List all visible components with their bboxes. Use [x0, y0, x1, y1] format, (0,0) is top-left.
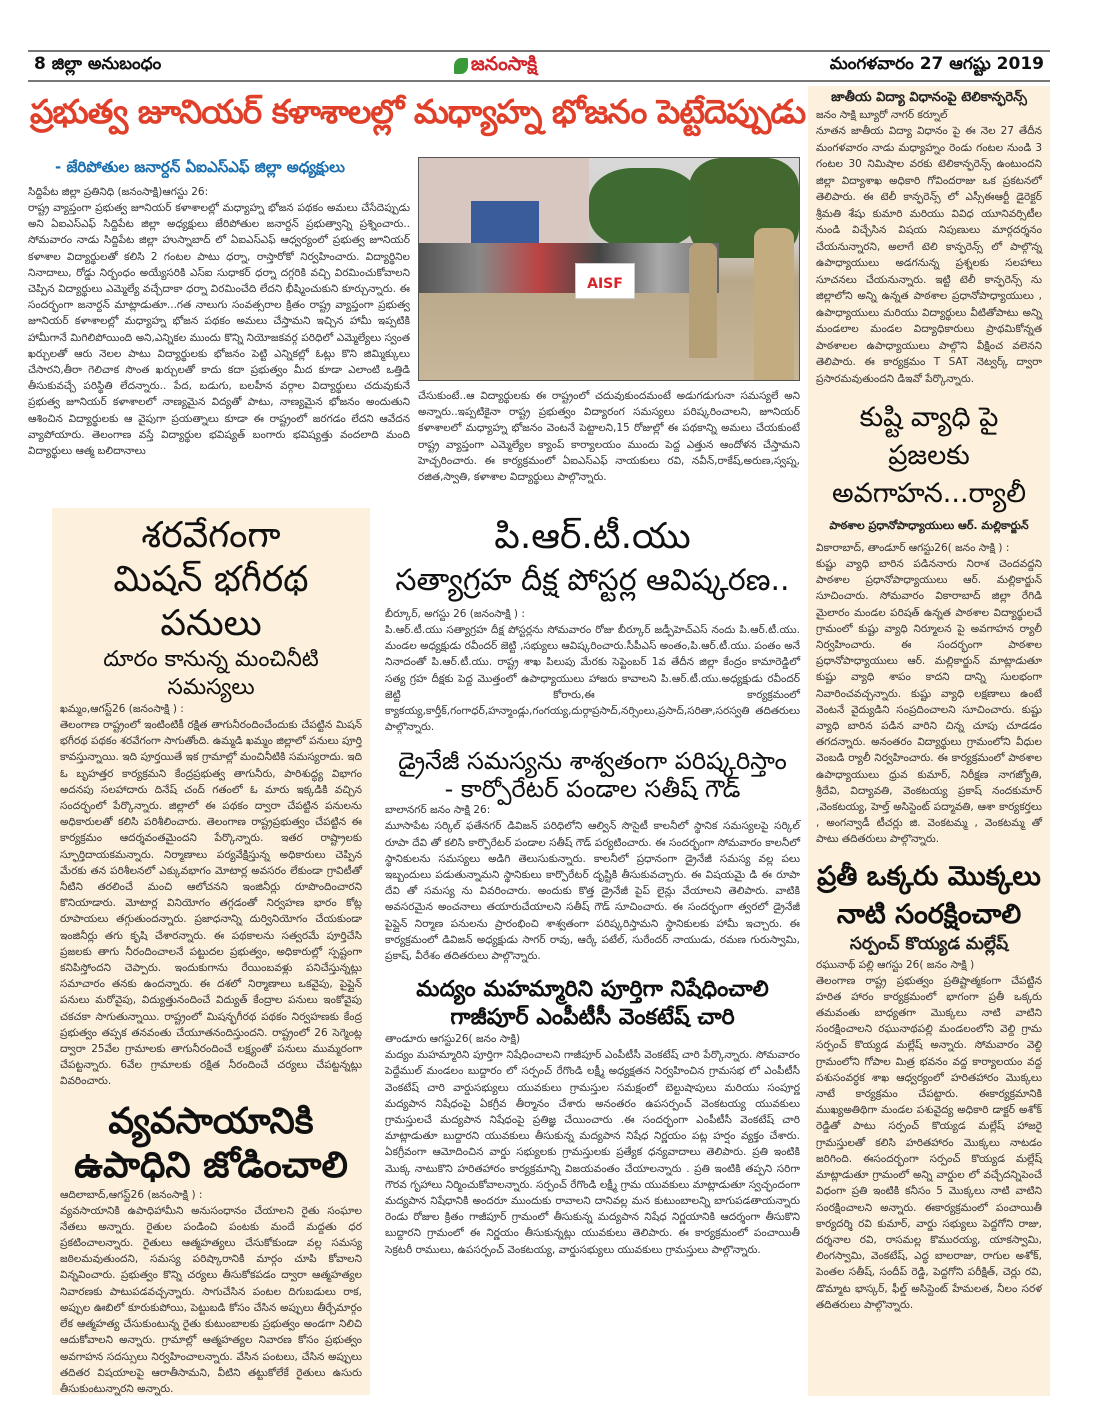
mid3-headline-line2: గాజీపూర్ ఎంపీటీసీ వెంకటేష్ చారి [450, 1005, 735, 1031]
mid3-dateline: తాండూరు ఆగస్టు26( జనం సాక్షి) [385, 1033, 521, 1046]
mid2-headline-line2: - కార్పోరేటర్ పండాల సతీష్ గౌడ్ [444, 775, 741, 804]
sidebar2-dateline: వికారాబాద్, తాండూర్ ఆగస్టు26( జనం సాక్షి ) : [816, 542, 1010, 554]
left1-body: తెలంగాణ రాష్ట్రంలో ఇంటింటికీ రక్షిత తాగునీరందించేందుకు చేపట్టిన మిషన్ భగీరథ పథకం శరవేగంగా సాగుతోంది. ఉమ్మడి ఖమ్మం జిల్లాలో పనులు పూర్తి కావస్తున్నాయి. ఇది పూర్తయితే ఇక గ్రామాల్లో మంచినీటికి సమస్యరాదు. ఇది ఓ బృహత్తర కార్యక్రమని కేంద్రప్రభుత్వ తాగునీరు, పారిశుద్ధ్య విభాగం అదనపు సలహాదారు దినేష్ చంద్ గతంలో ఓ మారు ఇక్కడికి వచ్చిన సందర్భంలో పేర్కొన్నారు. జిల్లాలో ఈ పథకం ద్వారా చేపట్టిన పనులను అధికారులతో కలిసి పరిశీలించారు. తెలంగాణ రాష్ట్రప్రభుత్వం చేపట్టిన ఈ కార్యక్రమం ఆదర్శవంతమైందని పేర్కొన్నారు. ఇతర రాష్ట్రాలకు స్ఫూర్తిదాయకమన్నారు. నిర్మాణాలు పర్యవేక్షిస్తున్న అధికారులు చెప్పిన మేరకు తన పరిశీలనలో ఎక్కువభాగం మోటార్ల అవసరం లేకుండా గ్రావిటీతో నీటిని తరలించే మంచి ఆలోచనని ఇంజినీర్లు రూపొందించారని కొనియాడారు. మోటార్ల వినియోగం తగ్గడంతో నిర్వహణ భారం కోట్ల రూపాయలు తగ్గుతుందన్నారు. ప్రజాధనాన్ని దుర్వినియోగం చేయకుండా ఇంజినీర్లు తగు కృషి చేశారన్నారు. ఈ పథకాలను సత్వరమే పూర్తిచేసి ప్రజలకు తాగు నీరందించాలనే పట్టుదల ప్రభుత్వం, అధికారుల్లో స్పష్టంగా కనిపిస్తోందని చెప్పారు. ఇందుకుగాను రేయింబవళ్లు పనిచేస్తున్నట్లు సమాచారం తనకు ఉందన్నారు. ఈ దశలో నిర్మాణాలు ఒకవైపు, పైప్లైన్ పనులు మరోవైపు, విద్యుత్తునందించే విద్యుత్ కేంద్రాల పనులు ఇంకోవైపు చకచకా సాగుతున్నాయి. రాష్ట్రంలో మిషన్భగీరథ పథకం నిర్వహణకు కేంద్ర ప్రభుత్వం తప్పక తనవంతు చేయూతనందిస్తుందని. రాష్ట్రంలో 26 సెగ్మెంట్ల ద్వారా 25వేల గ్రామాలకు తాగునీరందించే లక్ష్యంతో పనులు ముమ్మరంగా చేపట్టన్నారు. 6వేల గ్రామాలకు రక్షిత నీరందించే చర్యలు చేపట్టన్నట్లు వివరించారు. [60, 719, 362, 1088]
lead-article [28, 185, 410, 459]
sidebar2-headline: కుష్టి వ్యాధి పై ప్రజలకు అవగాహన...ర్యాలీ [831, 402, 1027, 509]
left-column [52, 508, 370, 1395]
sidebar1-body: నూతన జాతీయ విద్యా విధానం పై ఈ నెల 27 తేదీన మంగళవారం నాడు మధ్యాహ్నం రెండు గంటల నుండి 3 గంటల 30 నిమిషాల వరకు టెలికాన్ఫరెన్స్ ఉంటుందని జిల్లా విద్యాశాఖ అధికారి గోవిందరాజు ఒక ప్రకటనలో తెలిపారు. ఈ టెలీ కాన్ఫరెన్స్ లో ఎస్సీఈఆర్టీ డైరెక్టర్ శ్రీమతి శేషు కుమారి మరియు వివిధ యూనివర్సిటీల నుండి విచ్చేసిన విషయ నిపుణులు మార్గదర్శనం చేయనున్నారని, అలాగే టెలి కాన్ఫరెన్స్ లో పాల్గొన్న ఉపాధ్యాయులు అడగనున్న ప్రశ్నలకు సలహాలు సూచనలు చేయనున్నారు. ఇట్టి టెలీ కాన్ఫరెన్స్ ను జిల్లాలోని అన్ని ఉన్నత పాఠశాల ప్రధానోపాధ్యాయులు , ఉపాధ్యాయులు మరియు విద్యార్థులు వీటితోపాటు అన్ని మండలాల మండల విద్యాధికారులు ప్రాథమికోన్నత పాఠశాలల ఉపాధ్యాయులు పాల్గొని వీక్షించ వలెనని తెలిపారు. ఈ కార్యక్రమం T SAT నెట్వర్క్ ద్వారా ప్రసారమవుతుందని డిఇవో పేర్కొన్నారు. [816, 125, 1042, 385]
lead-headline: ప్రభుత్వ జూనియర్ కళాశాలల్లో మధ్యాహ్న భోజనం పెట్టేదెప్పుడు [30, 92, 806, 131]
sidebar3-body: తెలంగాణ రాష్ట్ర ప్రభుత్వం ప్రతిష్టాత్మకంగా చేపట్టిన హరిత హారం కార్యక్రమంలో భాగంగా ప్రతీ ఒక్కరు తమవంతు బాధ్యతగా మొక్కలు నాటి వాటిని సంరక్షించాలని రఘునాథపల్లి మండలంలోని వెల్ది గ్రామ సర్పంచ్ కొయ్యడ మల్లేష్ అన్నారు. సోమవారం వెల్ది గ్రామంలోని గోపాల మిత్ర భవనం వద్ద కార్యాలయం వద్ద పశుసంవర్ధక శాఖ ఆధ్వర్యంలో హరితహారం మొక్కలు నాటే కార్యక్రమం చేపట్టారు. ఈకార్యక్రమానికి ముఖ్యఅతిథిగా మండల పశువైద్య అధికారి డాక్టర్ అశోక్ రెడ్డితో పాటు సర్పంచ్ కొయ్యడ మల్లేష్ హాజరై గ్రామస్తులతో కలిసి హరితహారం మొక్కలు నాటడం జరిగింది. ఈసందర్భంగా సర్పంచ్ కొయ్యడ మల్లేష్ మాట్లాడుతూ గ్రామంలో అన్ని వార్డుల లో వచ్చేదన్నిపెంచే విధంగా ప్రతి ఇంటికి కనీసం 5 మొక్కలు నాటి వాటిని సంరక్షించాలని అన్నారు. ఈకార్యక్రమంలో పంచాయితీ కార్యదర్శి రవి కుమార్, వార్డు సభ్యులు పెద్దగోని రాజు, దర్శనాల రవి, రాసమల్ల కొమురయ్య, యాకస్వామి, లింగస్వామి, వెంకటేష్, ఎద్ధ బాలరాజు, రాగుల అశోక్, పెంతల సతీష్, సందీప్ రెడ్డి, పెద్దగోని పరీక్షిత్, చెర్లు రవి, డొమ్మాట భాస్కర్, ఫీల్డ్ అసిస్టెంట్ హేమలత, నీలం సరళ తదితరులు పాల్గొన్నారు. [816, 974, 1042, 1311]
mid1-headline-line2: సత్యాగ్రహ దీక్ష పోస్టర్ల ఆవిష్కరణ.. [395, 563, 790, 598]
sidebar1-headline: జాతీయ విద్యా విధానంపై టెలికాన్ఫరెన్స్ [831, 90, 1027, 105]
sidebar3-headline: ప్రతీ ఒక్కరు మొక్కలు నాటి సంరక్షించాలి [817, 860, 1041, 930]
mid2-body: మూసాపేట సర్కిల్ ఫతేనగర్ డివిజన్ పరిధిలోని ఆల్విన్ సొసైటీ కాలనీలో స్థానిక సమస్యలపై సర్కిల్ రూపా దేవి తో కలిసి కార్పొరేటర్ పండాల సతీష్ గౌడ్ పర్యటించారు. ఈ సందర్భంగా సోమవారం కాలనీలో స్థానికులను సమస్యలు అడిగి తెలుసుకున్నారు. కాలనీలో ప్రధానంగా డ్రైనేజీ సమస్య వల్ల పలు ఇబ్బందులు పడుతున్నామని స్థానికులు కార్పొరేటర్ దృష్టికి తీసుకువచ్చారు. ఈ విషయమై డి ఈ రూపా దేవి తో సమస్య ను వివరించారు. అందుకు కొత్త డ్రైనేజీ పైప్ లైన్లు వేయాలని తెలిపారు. వాటికి అవసరమైన అంచనాలు తయారుచేయాలని సతీష్ గౌడ్ సూచించారు. ఈ సందర్భంగా త్వరలో డ్రైనేజీ పైప్లైన్ నిర్మాణ పనులను ప్రారంభించి శాశ్వతంగా పరిష్కరిస్తామని స్థానికులకు హామీ ఇచ్చారు. ఈ కార్యక్రమంలో డివిజన్ అధ్యక్షుడు సాగర్ రావు, ఆర్కే పటేల్, సురేందర్ నాయుడు, రమణ గురుస్వామి, ప్రకాష్, వీరేశం తదితరులు పాల్గొన్నారు. [385, 820, 800, 963]
photo-banner: AISF [575, 263, 635, 299]
page-section-label: 8 జిల్లా అనుబంధం [34, 54, 162, 74]
logo-text: జనంసాక్షి [470, 52, 538, 75]
left1-subtitle: దూరం కానున్న మంచినీటి సమస్యలు [103, 647, 319, 700]
left1-headline-line2: మిషన్ భగీరథ పనులు [113, 559, 309, 644]
lead-body: రాష్ట్ర వ్యాప్తంగా ప్రభుత్వ జూనియర్ కళాశాలల్లో మధ్యాహ్న భోజన పథకం అమలు చేసేదెప్పుడు అని ఏఐఎస్ఎఫ్ సిద్దిపేట జిల్లా అధ్యక్షులు జేరిపోతుల జనార్దన్ ప్రభుత్వాన్ని ప్రశ్నించారు.. సోమవారం నాడు సిద్దిపేట జిల్లా హుస్నాబాద్ లో ఏఐఎస్ఎఫ్ ఆధ్వర్యంలో ప్రభుత్వ జూనియర్ కళాశాల విద్యార్థులతో కలిసి 2 గంటల పాటు ధర్నా, రాస్తారోకో నిర్వహించారు. విద్యార్థినిల నినాదాలు, రోడ్డు నిర్బంధం అయ్యేసరికి ఎస్ఐ సుధాకర్ ధర్నా దగ్గరికి వచ్చి విరమించుకోవాలని చెప్పిన విద్యార్థులు ఎమ్మెల్యే వచ్చేదాకా ధర్నా విరమించేది లేదని భీష్మించుకుని కూర్చున్నారు. ఈ సందర్భంగా జనార్దన్ మాట్లాడుతూ...గత నాలుగు సంవత్సరాల క్రితం రాష్ట్ర వ్యాప్తంగా ప్రభుత్వ జూనియర్ కళాశాలల్లో మధ్యాహ్న భోజన పథకం అమలు చేస్తామని ఇచ్చిన హామీ ఇప్పటికి హామీగానే మిగిలిపోయింది అని,ఎన్నికల ముందు కొన్ని నియోజకవర్గ పరిధిలో ఎమ్మెల్యేలు స్వంత ఖర్చులతో ఆరు నెలల పాటు విద్యార్థులకు భోజనం పెట్టి ఎన్నికల్లో ఓట్లు కొని జిమ్మిక్కులు చేసారని,తీరా గెలిచాక సొంత ఖర్చులతో కాదు కదా ప్రభుత్వం మీద కూడా ఎలాంటి ఒత్తిడి తీసుకువచ్చే పరిస్థితి లేదన్నారు.. పేద, బడుగు, బలహీన వర్గాల విద్యార్థులు చదువుకునే ప్రభుత్వ జూనియర్ కళాశాలలో నాణ్యమైన విద్యతో పాటు, నాణ్యమైన భోజనం అందుతుని ఆశించిన విద్యార్థులకు ఆ వైపుగా ప్రయత్నాలు కూడా ఈ రాష్ట్రంలో జరగడం లేదని ఆవేదన వ్యాపోయారు. తెలంగాణ వస్తే విద్యార్థుల భవిష్యత్ బంగారు భవిష్యత్తు వందలాది మంది విద్యార్థులు ఆత్మ బలిదానాలు [28, 202, 410, 458]
left2-headline-line1: వ్యవసాయానికి [108, 1100, 314, 1142]
news-photo-aisf-protest [418, 157, 800, 381]
sidebar2-subtitle: పాఠశాల ప్రధానోపాధ్యాయులు ఆర్. మల్లికార్జున్ [829, 519, 1029, 532]
left1-headline-line1: శరవేగంగా [141, 515, 281, 556]
lead-byline: - జేరిపోతుల జనార్దన్ ఏఐఎస్ఎఫ్ జిల్లా అధ్యక్షులు [55, 158, 345, 176]
left1-dateline: ఖమ్మం,ఆగస్ట్26 (జనంసాక్షి ) : [60, 703, 184, 715]
page-date: మంగళవారం 27 ఆగష్టు 2019 [829, 54, 1044, 74]
lead-body-continued: చేసుకుంటే..ఆ విద్యార్థులకు ఈ రాష్ట్రంలో చదువుకుందమంటే అడుగడుగునా సమస్యలే అని అన్నారు..ఇప్పటికైనా రాష్ట్ర ప్రభుత్వం విద్యారంగ సమస్యలు పరిష్కరించాలని, జూనియర్ కళాశాలలో మధ్యాహ్న భోజనం వెంటనే పెట్టాలని,15 రోజుల్లో ఈ పథకాన్ని అమలు చేయకుంటే రాష్ట్ర వ్యాప్తంగా ఎమ్మెల్యేల క్యాంప్ కార్యాలయం ముందు పెద్ద ఎత్తున ఆందోళన చేస్తామని హెచ్చరించారు. ఈ కార్యక్రమంలో ఏఐఎస్ఎఫ్ నాయకులు రవి, నవీన్,రాకేష్,అరుణ,స్వప్న, రజిత,స్వాతి, కళాశాల విద్యార్థులు పాల్గొన్నారు. [418, 390, 800, 484]
left2-headline-line2: ఉపాధిని జోడించాలి [74, 1144, 348, 1186]
left2-dateline: ఆదిలాబాద్,ఆగస్ట్26 (జనంసాక్షి ) : [60, 1188, 203, 1201]
logo-leaf-icon [454, 58, 468, 74]
sidebar2-body: కుష్టు వ్యాధి బారిన పడిననారు నిరాశ చెందవద్దని పాఠశాల ప్రధానోపాధ్యాయులు ఆర్. మల్లికార్జున్ సూచించారు. సోమవారం వికారాబాద్ జిల్లా రేగిడి మైలారం మండల పరిషత్ ఉన్నత పాఠశాల విద్యార్థులచే గ్రామంలో కుష్టు వ్యాధి నిర్మూలన పై అవగాహన ర్యాలీ నిర్వహించారు. ఈ సందర్భంగా పాఠశాల ప్రధానోపాధ్యాయులు ఆర్. మల్లికార్జున్ మాట్లాడుతూ కుష్టు వ్యాధి శాపం కాదని దాన్ని సులభంగా నివారించవచ్చన్నారు. కుష్టు వ్యాధి లక్షణాలు ఉంటే వెంటనే వైద్యుడిని సంప్రదించాలని సూచించారు. కుష్టు వ్యాధి బారిన పడిన వారిని చిన్న చూపు చూడడం తగదన్నారు. అనంతరం విద్యార్థులు గ్రామంలోని వీధుల వెంబడి ర్యాలీ నిర్వహించారు. ఈ కార్యక్రమంలో పాఠశాల ఉపాధ్యాయులు ధ్రువ కుమార్, నిరీక్షణ నాగజ్యోతి, శ్రీదేవి, విద్యావతి, వెంకటయ్య ప్రకాష్ నందకుమార్ ,వెంకటయ్య, హెల్త్ అసిస్టెంట్ పద్మావతి, ఆశా కార్యకర్తలు , అంగన్వాడీ టీచర్లు జి. వెంకటమ్మ , వెంకటమ్మ తో పాటు తదితరులు పాల్గొన్నారు. [816, 558, 1042, 846]
mid1-body: పి.ఆర్.టీ.యు సత్యాగ్రహ దీక్ష పోస్టర్లను సోమవారం రోజు బీర్కూర్ జడ్పీహెచ్ఎస్ నందు పి.ఆర్.టీ.యు. మండల అధ్యక్షుడు రవీందర్ జెట్టి ,సభ్యులు ఆవిష్కరించారు.సీపీఎస్ అంతం,పి.ఆర్.టీ.యు. పంతం అనే నినాదంతో పి.ఆర్.టీ.యు. రాష్ట్ర శాఖ పిలుపు మేరకు సెప్టెంబర్ 1వ తేదీన జిల్లా కేంద్రం కామారెడ్డిలో సత్య గ్రహ దీక్షకు పెద్ద మొత్తంలో ఉపాధ్యాయులు హాజరు కావాలని పి.ఆర్.టీ.యు.అధ్యక్షుడు రవీందర్ జెట్టి కోరారు,ఈ కార్యక్రమంలో క్యాకయ్య,కార్తీక్,గంగాధర్,హన్మాండ్లు,గంగయ్య,దుర్గాప్రసాద్,నర్సింలు,ప్రసాద్,సరితా,సరస్వతి తదితరులు పాల్గొన్నారు. [385, 624, 800, 734]
mid3-headline-line1: మద్యం మహమ్మారిని పూర్తిగా నిషేధించాలి [416, 977, 769, 1003]
left2-body: వ్యవసాయానికి ఉపాధిహామీని అనుసంధానం చేయాలని రైతు సంఘాల నేతలు అన్నారు. రైతుల పండించి పంటకు మందే మద్దతు ధర ప్రకటించాలన్నారు. రైతులు ఆత్మహత్యలు చేసుకోకుండా వల్ల సమస్య జఠిలమవుతుందని, సమస్య పరిష్కారానికి మార్గం చూపి కోవాలని విన్నవించారు. ప్రభుత్వం కొన్ని చర్యలు తీసుకోకపడం ద్వారా ఆత్మహత్యల నివారణకు పాటుపడవచ్చన్నారు. సాగుచేసిన పంటల దిగుబడులు రాక, అప్పుల ఊబిలో కూరుకుపోయి, పెట్టుబడి కోసం చేసిన అప్పులు తీర్చేమార్గం లేక ఆత్మహత్య చేసుకుంటున్న రైతు కుటుంబాలకు ప్రభుత్వం అండగా నిలిచి ఆదుకోవాలని అన్నారు. గ్రామాల్లో ఆత్మహత్యల నివారణ కోసం ప్రభుత్వం అవగాహన సదస్సులు నిర్వహించాలన్నారు. వేసిన పంటలు, చేసిన అప్పులు తదితర విషయాలపై ఆరాతీసామని, వీటిని తట్టుకోలేకే రైతులు ఉసురు తీసుకుంటున్నారని అన్నారు. [60, 1204, 362, 1395]
mid1-dateline: బీర్కూర్, అగస్టు 26 (జనంసాక్షి ) : [385, 608, 525, 620]
masthead-logo [454, 53, 537, 80]
mid1-headline-line1: పి.ఆర్.టీ.యు [494, 516, 691, 557]
lead-dateline: సిద్దిపేట జిల్లా ప్రతినిధి (జనంసాక్షి)ఆగస్టు 26: [28, 186, 209, 198]
right-sidebar [808, 86, 1050, 1396]
sidebar3-subtitle: సర్పంచ్ కొయ్యడ మల్లేష్ [849, 933, 1009, 954]
mid2-headline-line1: డ్రైనేజీ సమస్యను శాశ్వతంగా పరిష్కరిస్తాం [398, 747, 787, 776]
mid3-body: మద్యం మహమ్మారిని పూర్తిగా నిషేధించాలని గాజీపూర్ ఎంపీటీసీ వెంకటేష్ చారి పేర్కొన్నారు. సోమవారం పెద్దేముల్ మండలం బుద్దారం లో సర్పంచ్ రేగొండి లక్ష్మీ అధ్యక్షతన నిర్వహించిన గ్రామసభ లో ఎంపీటీసీ వెంకటేష్ చారి వార్డుసభ్యులు యువకులు గ్రామస్తుల సమక్షంలో బెల్టుషాపులు మరియు సంపూర్ణ మద్యపాన నిషేధంపై ఏకగ్రీవ తీర్మానం చేశారు అనంతరం ఉపసర్పంచ్ వెంకటయ్య యువకులు గ్రామస్తులచే మద్యపాన నిషేధంపై ప్రతిజ్ఞ చేయించారు .ఈ సందర్భంగా ఎంపీటీసీ వెంకటేష్ చారి మాట్లాడుతూ బుద్దారని యువకులు తీసుకున్న మద్యపాన నిషేధ నిర్ణయం పట్ల హర్షం వ్యక్తం చేశారు. ఏకగ్రీవంగా ఆమోదించిన వార్డు సభ్యులకు గ్రామస్తులకు ప్రత్యేక ధన్యవాదాలు తెలిపారు. ప్రతి ఇంటికి మొక్క నాటుకొని హరితహారం కార్యక్రమాన్ని విజయవంతం చేయాలన్నారు . ప్రతి ఇంటికి తప్పని సరిగా గౌరవ గృహాలు నిర్మించుకోవాలన్నారు. సర్పంచ్ రేగొండి లక్ష్మీ గ్రామ యువకులు మాట్లాడుతూ స్వచ్ఛందంగా మద్యపాన నిషేధానికి అందరూ ముందుకు రావాలని దానివల్ల మన కుటుంబాలన్ని బాగుపడతాయన్నారు రెండు రోజుల క్రితం గాజీపూర్ గ్రామంలో తీసుకున్న మద్యపాన నిషేధ నిర్ణయానికి ఆదర్శంగా తీసుకొని బుద్దారని గ్రామంలో ఈ నిర్ణయం తీసుకున్నట్లు యువకులు తెలిపారు. ఈ కార్యక్రమంలో పంచాయితీ సెక్రటరీ రాములు, ఉపసర్పంచ్ వెంకటయ్య, వార్డుసభ్యులు యువకులు గ్రామస్తులు పాల్గొన్నారు. [385, 1049, 800, 1256]
page-header [28, 50, 1050, 82]
mid2-dateline: బాలానగర్ జనం సాక్షి 26: [385, 804, 491, 817]
sidebar3-dateline: రఘునాథ్ పల్లి ఆగస్టు 26( జనం సాక్షి ) [816, 958, 975, 971]
sidebar1-dateline: జనం సాక్షి బ్యూరో నాగర్ కర్నూల్ [816, 109, 948, 121]
middle-column [385, 515, 800, 1258]
